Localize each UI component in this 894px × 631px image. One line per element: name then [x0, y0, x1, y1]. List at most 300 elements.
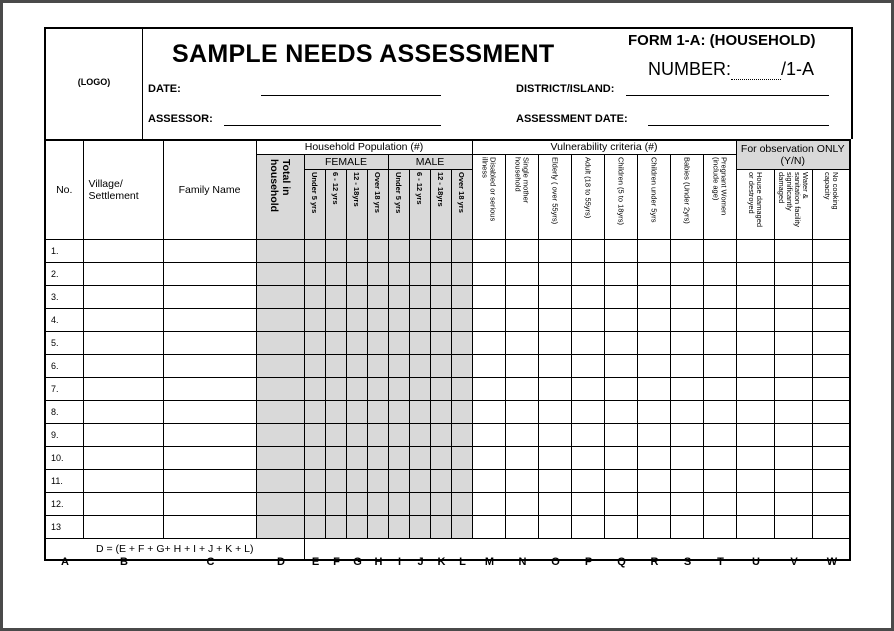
table-cell[interactable] — [83, 239, 163, 262]
table-cell[interactable] — [774, 354, 812, 377]
table-cell[interactable] — [472, 331, 505, 354]
table-cell[interactable] — [256, 308, 304, 331]
table-cell[interactable] — [736, 446, 774, 469]
table-cell[interactable] — [637, 469, 670, 492]
table-cell[interactable] — [703, 285, 736, 308]
table-cell[interactable] — [163, 377, 256, 400]
table-cell[interactable] — [637, 262, 670, 285]
table-cell[interactable] — [325, 400, 346, 423]
table-cell[interactable] — [388, 377, 409, 400]
table-cell[interactable] — [604, 331, 637, 354]
table-cell[interactable] — [367, 308, 388, 331]
table-cell[interactable] — [451, 400, 472, 423]
table-cell[interactable] — [388, 239, 409, 262]
logo-placeholder: (LOGO) — [77, 77, 111, 87]
table-cell[interactable] — [304, 446, 325, 469]
table-cell[interactable] — [256, 446, 304, 469]
table-cell[interactable] — [325, 262, 346, 285]
table-cell[interactable] — [505, 262, 538, 285]
table-cell[interactable] — [409, 377, 430, 400]
table-cell[interactable] — [163, 285, 256, 308]
table-cell[interactable] — [812, 239, 850, 262]
table-cell[interactable] — [703, 354, 736, 377]
table-cell[interactable] — [670, 285, 703, 308]
table-cell[interactable] — [163, 308, 256, 331]
table-cell[interactable] — [472, 446, 505, 469]
table-cell[interactable] — [346, 400, 367, 423]
table-cell[interactable] — [451, 354, 472, 377]
table-cell[interactable] — [256, 377, 304, 400]
table-cell[interactable] — [304, 308, 325, 331]
table-cell[interactable] — [430, 377, 451, 400]
table-cell[interactable] — [604, 515, 637, 538]
table-cell[interactable] — [430, 469, 451, 492]
table-cell[interactable] — [388, 285, 409, 308]
table-cell[interactable] — [346, 285, 367, 308]
table-cell[interactable] — [571, 423, 604, 446]
col-header-no: No. — [45, 140, 83, 239]
table-cell[interactable] — [670, 331, 703, 354]
table-cell[interactable] — [505, 377, 538, 400]
table-cell[interactable] — [774, 400, 812, 423]
table-cell[interactable] — [505, 423, 538, 446]
table-cell[interactable] — [325, 446, 346, 469]
table-cell[interactable] — [703, 308, 736, 331]
table-cell[interactable] — [538, 262, 571, 285]
date-field[interactable] — [261, 95, 441, 96]
assessment-date-field[interactable] — [648, 125, 829, 126]
table-cell[interactable] — [538, 354, 571, 377]
table-cell[interactable] — [571, 469, 604, 492]
table-cell[interactable] — [505, 492, 538, 515]
table-cell[interactable] — [346, 262, 367, 285]
table-cell[interactable] — [736, 377, 774, 400]
table-cell[interactable] — [774, 331, 812, 354]
table-cell[interactable] — [571, 354, 604, 377]
table-cell[interactable] — [451, 377, 472, 400]
table-cell[interactable] — [409, 354, 430, 377]
table-cell[interactable] — [571, 515, 604, 538]
table-cell[interactable] — [703, 400, 736, 423]
table-cell[interactable] — [774, 423, 812, 446]
assessor-field[interactable] — [224, 125, 441, 126]
column-letter: P — [584, 556, 593, 568]
table-cell[interactable] — [346, 331, 367, 354]
table-cell[interactable] — [637, 515, 670, 538]
table-cell[interactable] — [736, 239, 774, 262]
table-cell[interactable] — [670, 354, 703, 377]
table-cell[interactable] — [256, 423, 304, 446]
table-cell[interactable] — [505, 331, 538, 354]
table-cell[interactable] — [163, 423, 256, 446]
table-cell[interactable] — [670, 423, 703, 446]
table-cell[interactable] — [367, 492, 388, 515]
table-cell[interactable] — [304, 285, 325, 308]
table-cell[interactable] — [472, 515, 505, 538]
row-number: 3. — [45, 285, 83, 308]
table-cell[interactable] — [451, 285, 472, 308]
table-cell[interactable] — [367, 400, 388, 423]
table-cell[interactable] — [256, 239, 304, 262]
table-cell[interactable] — [409, 515, 430, 538]
table-cell[interactable] — [451, 331, 472, 354]
table-cell[interactable] — [256, 354, 304, 377]
table-cell[interactable] — [409, 331, 430, 354]
table-cell[interactable] — [670, 492, 703, 515]
table-cell[interactable] — [430, 308, 451, 331]
table-cell[interactable] — [774, 308, 812, 331]
table-cell[interactable] — [83, 423, 163, 446]
table-cell[interactable] — [538, 239, 571, 262]
table-cell[interactable] — [703, 331, 736, 354]
table-cell[interactable] — [774, 492, 812, 515]
table-cell[interactable] — [346, 515, 367, 538]
table-cell[interactable] — [163, 515, 256, 538]
table-cell[interactable] — [571, 400, 604, 423]
table-cell[interactable] — [430, 354, 451, 377]
table-cell[interactable] — [83, 285, 163, 308]
table-cell[interactable] — [774, 285, 812, 308]
table-cell[interactable] — [505, 354, 538, 377]
table-cell[interactable] — [451, 469, 472, 492]
table-cell[interactable] — [388, 515, 409, 538]
table-cell[interactable] — [163, 469, 256, 492]
table-cell[interactable] — [409, 285, 430, 308]
table-cell[interactable] — [571, 239, 604, 262]
table-cell[interactable] — [703, 423, 736, 446]
table-cell[interactable] — [472, 377, 505, 400]
table-cell[interactable] — [388, 331, 409, 354]
table-cell[interactable] — [736, 262, 774, 285]
obs-label: Water & sanitation facility significantly damaged — [777, 171, 810, 227]
table-cell[interactable] — [163, 239, 256, 262]
table-cell[interactable] — [325, 354, 346, 377]
table-cell[interactable] — [670, 239, 703, 262]
table-cell[interactable] — [604, 285, 637, 308]
table-cell[interactable] — [409, 446, 430, 469]
table-cell[interactable] — [83, 515, 163, 538]
table-cell[interactable] — [367, 331, 388, 354]
table-cell[interactable] — [505, 400, 538, 423]
table-cell[interactable] — [451, 515, 472, 538]
table-cell[interactable] — [83, 446, 163, 469]
table-cell[interactable] — [604, 400, 637, 423]
table-cell[interactable] — [736, 331, 774, 354]
table-cell[interactable] — [256, 262, 304, 285]
table-cell[interactable] — [472, 423, 505, 446]
table-cell[interactable] — [83, 400, 163, 423]
table-cell[interactable] — [304, 354, 325, 377]
table-cell[interactable] — [736, 469, 774, 492]
table-cell[interactable] — [325, 285, 346, 308]
table-cell[interactable] — [736, 354, 774, 377]
table-cell[interactable] — [812, 354, 850, 377]
table-cell[interactable] — [430, 262, 451, 285]
table-cell[interactable] — [538, 423, 571, 446]
table-cell[interactable] — [604, 446, 637, 469]
table-cell[interactable] — [346, 354, 367, 377]
table-cell[interactable] — [472, 239, 505, 262]
table-cell[interactable] — [703, 262, 736, 285]
table-cell[interactable] — [472, 400, 505, 423]
district-field[interactable] — [626, 95, 829, 96]
table-cell[interactable] — [304, 423, 325, 446]
number-field[interactable] — [648, 59, 814, 80]
table-cell[interactable] — [812, 469, 850, 492]
table-cell[interactable] — [774, 515, 812, 538]
table-cell[interactable] — [388, 469, 409, 492]
table-cell[interactable] — [604, 308, 637, 331]
column-letters — [44, 556, 853, 570]
table-cell[interactable] — [367, 469, 388, 492]
table-cell[interactable] — [505, 446, 538, 469]
table-cell[interactable] — [670, 446, 703, 469]
table-cell[interactable] — [388, 446, 409, 469]
table-cell[interactable] — [736, 308, 774, 331]
table-cell[interactable] — [604, 354, 637, 377]
table-cell[interactable] — [256, 331, 304, 354]
table-cell[interactable] — [472, 469, 505, 492]
table-cell[interactable] — [367, 377, 388, 400]
table-cell[interactable] — [304, 515, 325, 538]
table-cell[interactable] — [304, 377, 325, 400]
table-cell[interactable] — [571, 492, 604, 515]
table-cell[interactable] — [304, 469, 325, 492]
table-cell[interactable] — [256, 285, 304, 308]
table-cell[interactable] — [703, 492, 736, 515]
table-cell[interactable] — [670, 469, 703, 492]
table-cell[interactable] — [812, 331, 850, 354]
table-cell[interactable] — [538, 400, 571, 423]
table-cell[interactable] — [451, 423, 472, 446]
table-cell[interactable] — [505, 515, 538, 538]
table-cell[interactable] — [325, 377, 346, 400]
table-cell[interactable] — [409, 400, 430, 423]
table-cell[interactable] — [451, 239, 472, 262]
table-cell[interactable] — [670, 308, 703, 331]
table-cell[interactable] — [304, 262, 325, 285]
table-cell[interactable] — [325, 492, 346, 515]
table-cell[interactable] — [83, 262, 163, 285]
table-cell[interactable] — [637, 285, 670, 308]
table-cell[interactable] — [83, 469, 163, 492]
table-cell[interactable] — [430, 400, 451, 423]
table-cell[interactable] — [703, 446, 736, 469]
table-cell[interactable] — [812, 377, 850, 400]
table-cell[interactable] — [472, 354, 505, 377]
table-cell[interactable] — [346, 239, 367, 262]
table-cell[interactable] — [256, 492, 304, 515]
table-cell[interactable] — [604, 469, 637, 492]
table-cell[interactable] — [812, 446, 850, 469]
table-cell[interactable] — [409, 262, 430, 285]
table-cell[interactable] — [388, 308, 409, 331]
table-cell[interactable] — [367, 423, 388, 446]
table-cell[interactable] — [774, 377, 812, 400]
table-cell[interactable] — [83, 377, 163, 400]
table-cell[interactable] — [670, 515, 703, 538]
table-cell[interactable] — [472, 285, 505, 308]
table-cell[interactable] — [812, 400, 850, 423]
table-cell[interactable] — [637, 377, 670, 400]
table-cell[interactable] — [388, 492, 409, 515]
table-cell[interactable] — [774, 469, 812, 492]
table-cell[interactable] — [571, 285, 604, 308]
table-cell[interactable] — [703, 469, 736, 492]
table-cell[interactable] — [256, 469, 304, 492]
table-cell[interactable] — [346, 377, 367, 400]
table-cell[interactable] — [505, 285, 538, 308]
table-cell[interactable] — [571, 331, 604, 354]
table-cell[interactable] — [304, 331, 325, 354]
table-cell[interactable] — [637, 400, 670, 423]
table-cell[interactable] — [538, 285, 571, 308]
table-cell[interactable] — [538, 377, 571, 400]
table-cell[interactable] — [83, 331, 163, 354]
table-cell[interactable] — [367, 285, 388, 308]
table-cell[interactable] — [325, 308, 346, 331]
table-cell[interactable] — [256, 515, 304, 538]
table-cell[interactable] — [472, 308, 505, 331]
table-cell[interactable] — [637, 308, 670, 331]
table-cell[interactable] — [451, 492, 472, 515]
table-cell[interactable] — [346, 446, 367, 469]
table-cell[interactable] — [388, 400, 409, 423]
table-cell[interactable] — [430, 285, 451, 308]
table-cell[interactable] — [736, 423, 774, 446]
table-cell[interactable] — [703, 377, 736, 400]
age-label: Over 18 yrs — [457, 171, 466, 213]
table-cell[interactable] — [505, 469, 538, 492]
table-cell[interactable] — [304, 239, 325, 262]
table-cell[interactable] — [637, 446, 670, 469]
table-cell[interactable] — [388, 423, 409, 446]
table-cell[interactable] — [812, 308, 850, 331]
table-cell[interactable] — [812, 262, 850, 285]
table-cell[interactable] — [451, 262, 472, 285]
table-cell[interactable] — [325, 469, 346, 492]
table-cell[interactable] — [703, 515, 736, 538]
table-cell[interactable] — [538, 308, 571, 331]
column-letter: I — [397, 556, 402, 568]
table-cell[interactable] — [571, 446, 604, 469]
table-cell[interactable] — [505, 308, 538, 331]
table-cell[interactable] — [163, 354, 256, 377]
table-cell[interactable] — [163, 262, 256, 285]
table-cell[interactable] — [325, 515, 346, 538]
table-cell[interactable] — [409, 469, 430, 492]
table-cell[interactable] — [430, 446, 451, 469]
table-cell[interactable] — [604, 239, 637, 262]
table-cell[interactable] — [637, 492, 670, 515]
table-cell[interactable] — [409, 492, 430, 515]
table-cell[interactable] — [637, 354, 670, 377]
table-cell[interactable] — [670, 262, 703, 285]
table-cell[interactable] — [472, 262, 505, 285]
table-cell[interactable] — [505, 239, 538, 262]
table-cell[interactable] — [812, 423, 850, 446]
table-cell[interactable] — [430, 515, 451, 538]
table-cell[interactable] — [571, 377, 604, 400]
table-cell[interactable] — [346, 469, 367, 492]
table-cell[interactable] — [409, 308, 430, 331]
table-cell[interactable] — [774, 262, 812, 285]
table-cell[interactable] — [325, 423, 346, 446]
table-cell[interactable] — [571, 308, 604, 331]
table-cell[interactable] — [367, 446, 388, 469]
table-cell[interactable] — [83, 354, 163, 377]
table-cell[interactable] — [736, 492, 774, 515]
table-cell[interactable] — [430, 492, 451, 515]
table-cell[interactable] — [812, 285, 850, 308]
table-cell[interactable] — [325, 331, 346, 354]
table-cell[interactable] — [388, 354, 409, 377]
table-cell[interactable] — [163, 331, 256, 354]
table-cell[interactable] — [430, 423, 451, 446]
table-cell[interactable] — [304, 400, 325, 423]
table-cell[interactable] — [346, 423, 367, 446]
table-cell[interactable] — [346, 492, 367, 515]
number-blank[interactable] — [731, 63, 781, 80]
table-cell[interactable] — [670, 377, 703, 400]
table-cell[interactable] — [325, 239, 346, 262]
table-cell[interactable] — [604, 377, 637, 400]
table-cell[interactable] — [637, 331, 670, 354]
table-cell[interactable] — [538, 515, 571, 538]
table-cell[interactable] — [736, 400, 774, 423]
table-cell[interactable] — [163, 492, 256, 515]
table-cell[interactable] — [409, 423, 430, 446]
table-cell[interactable] — [367, 262, 388, 285]
table-cell[interactable] — [812, 492, 850, 515]
table-cell[interactable] — [367, 354, 388, 377]
table-cell[interactable] — [163, 400, 256, 423]
table-cell[interactable] — [163, 446, 256, 469]
table-cell[interactable] — [388, 262, 409, 285]
table-cell[interactable] — [538, 469, 571, 492]
table-cell[interactable] — [812, 515, 850, 538]
table-cell[interactable] — [637, 423, 670, 446]
table-cell[interactable] — [637, 239, 670, 262]
table-cell[interactable] — [538, 492, 571, 515]
table-cell[interactable] — [736, 285, 774, 308]
table-cell[interactable] — [409, 239, 430, 262]
table-cell[interactable] — [703, 239, 736, 262]
table-cell[interactable] — [83, 492, 163, 515]
table-cell[interactable] — [451, 308, 472, 331]
table-cell[interactable] — [451, 446, 472, 469]
table-cell[interactable] — [538, 446, 571, 469]
table-cell[interactable] — [571, 262, 604, 285]
table-cell[interactable] — [604, 262, 637, 285]
table-cell[interactable] — [604, 492, 637, 515]
table-cell[interactable] — [346, 308, 367, 331]
table-cell[interactable] — [604, 423, 637, 446]
table-cell[interactable] — [367, 239, 388, 262]
table-cell[interactable] — [430, 331, 451, 354]
table-cell[interactable] — [670, 400, 703, 423]
table-cell[interactable] — [472, 492, 505, 515]
table-cell[interactable] — [304, 492, 325, 515]
table-cell[interactable] — [83, 308, 163, 331]
table-cell[interactable] — [256, 400, 304, 423]
table-cell[interactable] — [736, 515, 774, 538]
table-cell[interactable] — [774, 239, 812, 262]
table-cell[interactable] — [774, 446, 812, 469]
table-cell[interactable] — [538, 331, 571, 354]
table-cell[interactable] — [367, 515, 388, 538]
table-cell[interactable] — [430, 239, 451, 262]
